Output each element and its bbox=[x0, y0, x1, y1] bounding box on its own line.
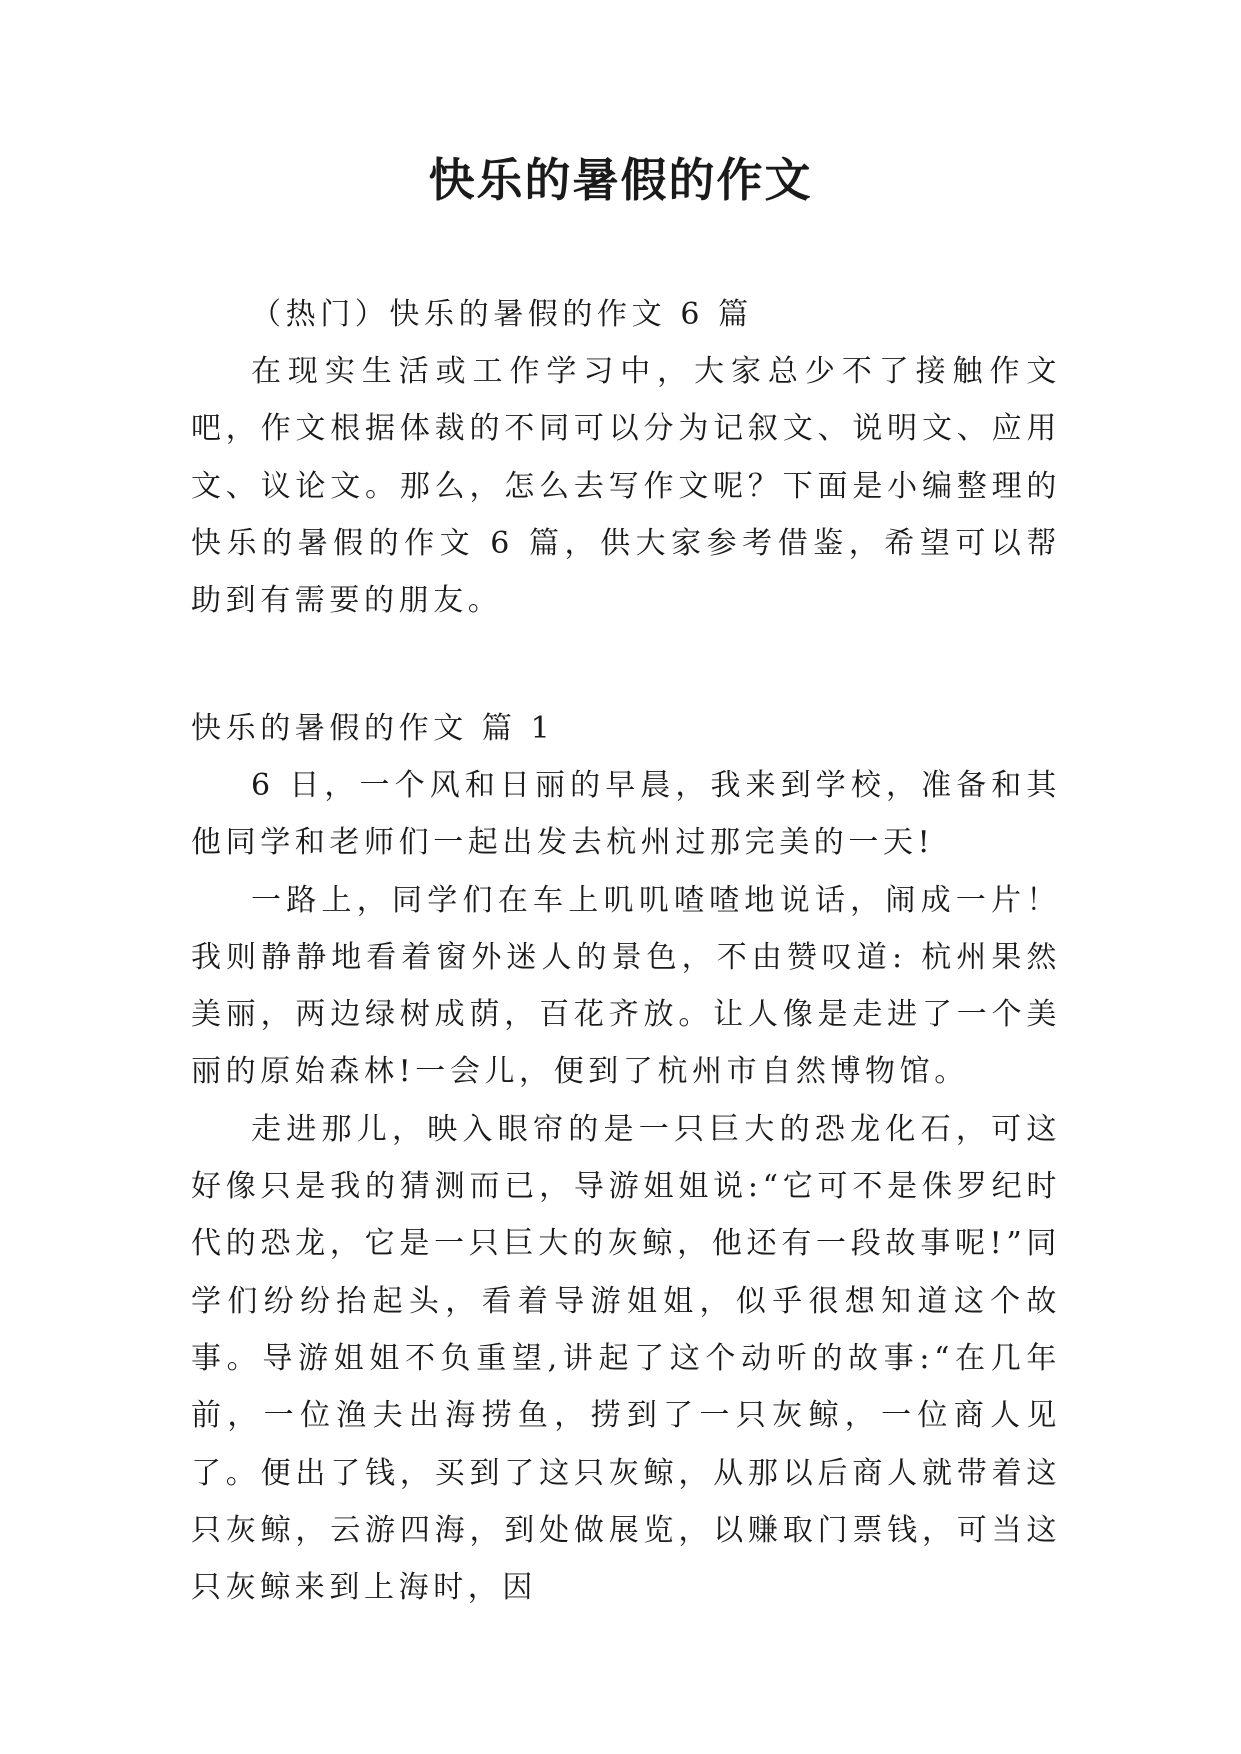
article-paragraph-3: 走进那儿，映入眼帘的是一只巨大的恐龙化石，可这好像只是我的猜测而已，导游姐姐说:“它可不是侏罗纪时代的恐龙，它是一只巨大的灰鲸，他还有一段故事呢!”同学们纷纷抬起头，看着导游姐姐，似乎很想知道这个故事。导游姐姐不负重望,讲起了这个动听的故事:“在几年前，一位渔夫出海捞鱼，捞到了一只灰鲸，一位商人见了。便出了钱，买到了这只灰鲸，从那以后商人就带着这只灰鲸，云游四海，到处做展览，以赚取门票钱，可当这只灰鲸来到上海时，因 bbox=[191, 1111, 1061, 1606]
section-heading: 快乐的暑假的作文 篇 1 bbox=[191, 711, 555, 746]
document-title: 快乐的暑假的作文 bbox=[428, 153, 813, 207]
document-subtitle: （热门）快乐的暑假的作文 6 篇 bbox=[251, 297, 753, 332]
article-body bbox=[191, 757, 1061, 1616]
intro-paragraph: 在现实生活或工作学习中，大家总少不了接触作文吧，作文根据体裁的不同可以分为记叙文、说明文、应用文、议论文。那么，怎么去写作文呢？下面是小编整理的快乐的暑假的作文 6 篇，供大家参考借鉴，希望可以帮助到有需要的朋友。 bbox=[191, 354, 1061, 619]
intro-block bbox=[191, 343, 1061, 629]
article-paragraph-2: 一路上，同学们在车上叽叽喳喳地说话，闹成一片！我则静静地看着窗外迷人的景色，不由赞叹道: 杭州果然美丽，两边绿树成荫，百花齐放。让人像是走进了一个美丽的原始森林!一会儿，便到了杭州市自然博物馆。 bbox=[191, 882, 1061, 1090]
article-paragraph-1: 6 日，一个风和日丽的早晨，我来到学校，准备和其他同学和老师们一起出发去杭州过那完美的一天! bbox=[191, 768, 1061, 861]
